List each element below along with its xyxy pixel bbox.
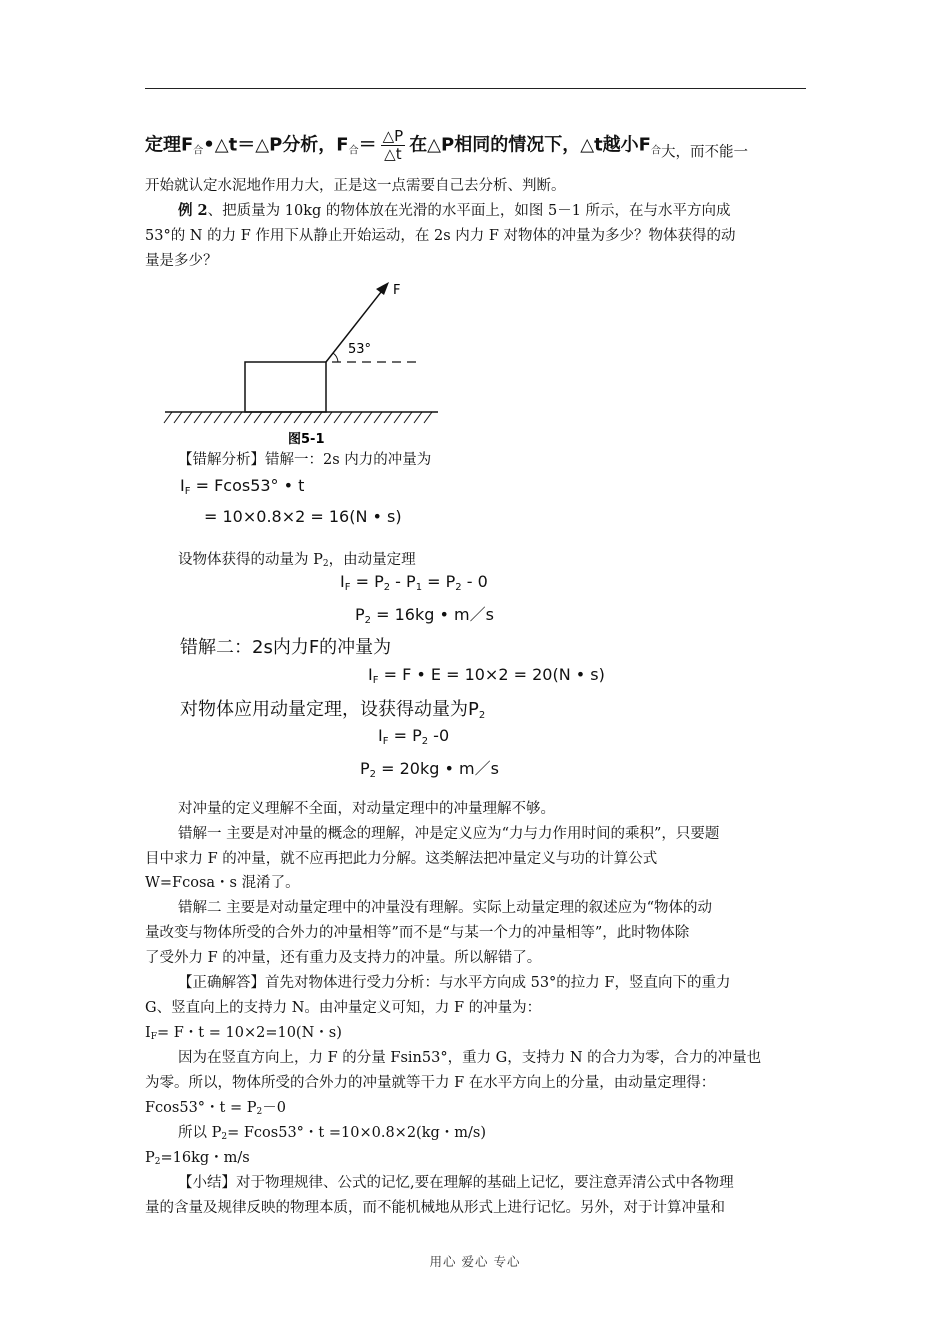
w2-text-sub: 2 bbox=[478, 710, 486, 721]
body-l11: 因为在竖直方向上，力 F 的分量 Fsin53°，重力 G，支持力 N 的合力为零，合力的冲量也 bbox=[178, 1050, 762, 1066]
body-l16-text: 对于物理规律、公式的记忆,要在理解的基础上记忆，要注意弄清公式中各物理 bbox=[236, 1175, 734, 1191]
theorem-line bbox=[145, 128, 810, 168]
w2-eq1-sub: F bbox=[372, 675, 379, 686]
figure-caption: 图5-1 bbox=[288, 432, 325, 447]
eq3-part-a: I bbox=[340, 572, 345, 591]
page-footer: 用心 爱心 专心 bbox=[429, 1254, 521, 1269]
w2-eq1-i: I bbox=[368, 665, 373, 684]
w2-eq1-rhs: = F • E = 10×2 = 20(N • s) bbox=[378, 665, 605, 684]
l15-b: =16kg・m/s bbox=[160, 1150, 250, 1166]
eq3-part-d: = P bbox=[422, 572, 456, 591]
example-line-3: 量是多少？ bbox=[145, 253, 218, 269]
body-l13 bbox=[145, 1097, 808, 1123]
body-l10 bbox=[145, 1022, 808, 1048]
sub-he-1: 合 bbox=[193, 145, 204, 157]
header-rule bbox=[145, 88, 806, 89]
theorem-text-4: 在△P相同的情况下，△t越小F bbox=[409, 134, 651, 156]
eq-rhs: = Fcos53° • t bbox=[190, 476, 305, 495]
eq3-part-e: - 0 bbox=[461, 572, 488, 591]
fraction-numerator: △P bbox=[382, 127, 404, 145]
l14-sub: 2 bbox=[221, 1132, 228, 1142]
delta-fraction bbox=[381, 128, 406, 163]
body-l6: 量改变与物体所受的合外力的冲量相等”而不是“与某一个力的冲量相等”，此时物体除 bbox=[145, 925, 690, 941]
l10-sub: F bbox=[150, 1032, 157, 1042]
angle-label: 53° bbox=[348, 342, 372, 357]
w2-eq2-sub2: 2 bbox=[421, 736, 429, 747]
force-arrowhead bbox=[376, 282, 389, 295]
force-label: F bbox=[393, 283, 401, 298]
wrong2-heading: 错解二：2s内力F的冲量为 bbox=[180, 637, 392, 658]
eq-i: I bbox=[180, 476, 185, 495]
eq3-sub-2: 2 bbox=[383, 582, 391, 593]
body-l2: 错解一 主要是对冲量的概念的理解，冲是定义应为“力与力作用时间的乘积”，只要题 bbox=[178, 826, 720, 842]
l13-a: Fcos53°・t = P bbox=[145, 1100, 257, 1116]
example-line-2: 53°的 N 的力 F 作用下从静止开始运动，在 2s 内力 F 对物体的冲量为多少？物体获得的动 bbox=[145, 228, 736, 244]
momentum-text-a: 设物体获得的动量为 P bbox=[178, 552, 323, 568]
body-l9: G、竖直向上的支持力 N。由冲量定义可知，力 F 的冲量为： bbox=[145, 1000, 542, 1016]
eq3-sub-4: 2 bbox=[455, 582, 462, 593]
w2-eq3-sub: 2 bbox=[369, 769, 377, 780]
l14-a: 所以 P bbox=[178, 1125, 222, 1141]
w2-eq3-p: P bbox=[360, 759, 370, 778]
l13-b: －0 bbox=[262, 1100, 286, 1116]
w2-eq2-sub: F bbox=[382, 736, 389, 747]
eq4-p: P bbox=[355, 605, 365, 624]
wrong2-eq3 bbox=[360, 756, 499, 780]
sub-he-2: 合 bbox=[348, 145, 359, 157]
theorem-text-5: 大，而不能一 bbox=[660, 144, 748, 161]
wrong-analysis-text: 错解一：2s 内力的冲量为 bbox=[265, 452, 432, 468]
correct-answer-heading: 【正确解答】 bbox=[178, 975, 265, 991]
eq3-sub-1: F bbox=[344, 582, 351, 593]
body-l5: 错解二 主要是对动量定理中的冲量没有理解。实际上动量定理的叙述应为“物体的动 bbox=[178, 900, 713, 916]
theorem-text-2: •△t＝△P分析，F bbox=[203, 134, 349, 156]
body-l7: 了受外力 F 的冲量，还有重力及支持力的冲量。所以解错了。 bbox=[145, 950, 542, 966]
summary-heading: 【小结】 bbox=[178, 1175, 236, 1191]
l10-i: I bbox=[145, 1025, 151, 1041]
wrong-analysis-heading: 【错解分析】 bbox=[178, 452, 265, 468]
line-2: 开始就认定水泥地作用力大，正是这一点需要自己去分析、判断。 bbox=[145, 178, 566, 194]
body-l12: 为零。所以，物体所受的合外力的冲量就等干力 F 在水平方向上的分量，由动量定理得： bbox=[145, 1075, 716, 1091]
body-l8-text: 首先对物体进行受力分析：与水平方向成 53°的拉力 F，竖直向下的重力 bbox=[265, 975, 731, 991]
example-label: 例 2 bbox=[178, 202, 208, 219]
w2-text: 对物体应用动量定理，设获得动量为P bbox=[180, 699, 479, 720]
w2-eq3-rhs: = 20kg • m／s bbox=[376, 759, 499, 778]
w2-eq2-i: I bbox=[378, 726, 383, 745]
wrong-analysis-line bbox=[178, 449, 778, 471]
l13-sub: 2 bbox=[256, 1107, 263, 1117]
body-l14 bbox=[178, 1122, 808, 1148]
body-l17: 量的含量及规律反映的物理本质，而不能机械地从形式上进行记忆。另外，对于计算冲量和 bbox=[145, 1200, 725, 1216]
angle-arc bbox=[333, 353, 338, 362]
l14-b: = Fcos53°・t =10×0.8×2(kg・m/s) bbox=[227, 1125, 486, 1141]
ground-hatching bbox=[164, 412, 432, 423]
eq4-sub: 2 bbox=[364, 615, 372, 626]
theorem-text-1: 定理F bbox=[145, 134, 194, 156]
eq-sub-f: F bbox=[184, 486, 191, 497]
body-l1: 对冲量的定义理解不全面，对动量定理中的冲量理解不够。 bbox=[178, 801, 555, 817]
eq4-rhs: = 16kg • m／s bbox=[371, 605, 494, 624]
wrong2-text bbox=[180, 695, 485, 721]
eq3-sub-3: 1 bbox=[415, 582, 423, 593]
block bbox=[245, 362, 326, 412]
body-l16 bbox=[178, 1172, 808, 1194]
wrong2-eq2 bbox=[378, 726, 449, 747]
body-l4: W=Fcosa・s 混淆了。 bbox=[145, 875, 300, 891]
l15-sub: 2 bbox=[154, 1157, 161, 1167]
sub-he-3: 合 bbox=[650, 145, 661, 157]
example-line-1 bbox=[178, 200, 808, 222]
body-l3: 目中求力 F 的冲量，就不应再把此力分解。这类解法把冲量定义与功的计算公式 bbox=[145, 851, 658, 867]
body-l8 bbox=[178, 972, 808, 994]
l10-rhs: = F・t = 10×2=10(N・s) bbox=[156, 1025, 342, 1041]
momentum-text-b: ，由动量定理 bbox=[328, 552, 416, 568]
l15-a: P bbox=[145, 1150, 155, 1166]
eq3-part-b: = P bbox=[350, 572, 384, 591]
fraction-denominator: △t bbox=[384, 145, 402, 163]
theorem-text-3: ＝ bbox=[358, 134, 377, 156]
body-l15 bbox=[145, 1147, 808, 1173]
wrong1-eq3 bbox=[340, 572, 488, 593]
wrong1-eq2: = 10×0.8×2 = 16(N • s) bbox=[204, 507, 402, 526]
momentum-sub: 2 bbox=[322, 559, 329, 569]
w2-eq2-p: = P bbox=[388, 726, 422, 745]
wrong1-eq1 bbox=[180, 476, 304, 497]
w2-eq2-rhs: -0 bbox=[428, 726, 450, 745]
wrong2-eq1 bbox=[368, 665, 605, 686]
figure-5-1 bbox=[160, 275, 450, 455]
wrong1-eq4 bbox=[355, 602, 494, 626]
example-text-1: 、把质量为 10kg 的物体放在光滑的水平面上，如图 5－1 所示，在与水平方向成 bbox=[207, 203, 731, 219]
eq3-part-c: - P bbox=[390, 572, 416, 591]
